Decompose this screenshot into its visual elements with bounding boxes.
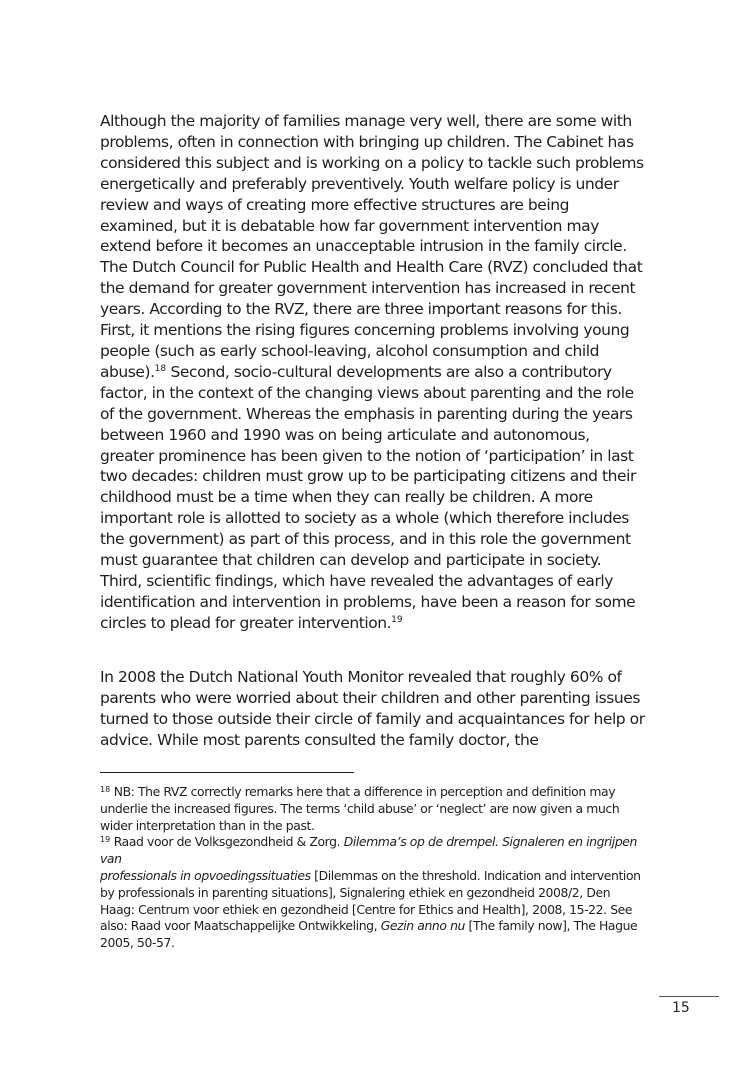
footnote-ref-18[interactable]: 18 [154, 363, 167, 374]
footnote-ref-19[interactable]: 19 [391, 614, 403, 625]
footnote-19-line-2 [100, 868, 645, 952]
footnote-19-text-c: [The family now], The Hague 2005, 50-57. [100, 918, 638, 951]
footnote-19-title-a: Dilemma’s op de drempel. Signaleren en ingrijpen van [100, 834, 637, 867]
footnote-separator [100, 772, 354, 773]
para-1-text-b: Second, socio-cultural developments are also a contributory factor, in the context of the changing views about parenting and the role of the government. Whereas the emphasis in parenting during the years between 1960 and 1990 was on being articulate and autonomous, greater prominence has been given to the notion of ‘participation’ in last two decades: children must grow up to be participating citizens and their childhood must be a time when they can really be children. A more important role is allotted to society as a whole (which therefore includes the government) as part of this process, and in this role the government must guarantee that children can develop and participate in society. Third, scientific findings, which have revealed the advantages of early identification and intervention in problems, have been a reason for some circles to plead for greater intervention. [100, 362, 636, 632]
page-number: 15 [672, 1000, 690, 1016]
footnote-19-text-a: Raad voor de Volksgezondheid & Zorg. [110, 834, 344, 850]
para-2-text: In 2008 the Dutch National Youth Monitor revealed that roughly 60% of parents who were worried about their children and other parenting issues turned to those outside their circle of family and acquaintances for help or advice. While most parents consulted the family doctor, the [100, 668, 645, 749]
para-1-text-a: Although the majority of families manage very well, there are some with problems, often in connection with bringing up children. The Cabinet has considered this subject and is working on a policy to tackle such problems energetically and preferably preventively. Youth welfare policy is under review and ways of creating more effective structures are being examined, but it is debatable how far government intervention may extend before it becomes an unacceptable intrusion in the family circle. The Dutch Council for Public Health and Health Care (RVZ) concluded that the demand for greater government intervention has increased in recent years. According to the RVZ, there are three important reasons for this. First, it mentions the rising figures concerning problems involving young people (such as early school-leaving, alcohol consumption and child abuse). [100, 112, 644, 381]
footnote-19-line-1 [100, 834, 645, 868]
body-paragraph-2 [100, 667, 645, 751]
footnotes [100, 784, 645, 952]
footnote-18 [100, 784, 645, 834]
body-paragraph-1 [100, 111, 645, 634]
footnote-19-text-b: [Dilemmas on the threshold. Indication and intervention by professionals in parenting situations], Signalering ethiek en gezondheid 2008/2, Den Haag: Centrum voor ethiek en gezondheid [Centre for Ethics and Health], 2008, 15-22. See also: Raad voor Maatschappelijke Ontwikkeling, [100, 867, 641, 934]
footnote-18-text: NB: The RVZ correctly remarks here that a difference in perception and definition may underlie the increased figures. The terms ‘child abuse’ or ‘neglect’ are now given a much wider interpretation than in the past. [100, 784, 620, 833]
footnote-number-18: 18 [100, 785, 111, 794]
page-number-rule [659, 996, 719, 997]
footnote-19-title-c: Gezin anno nu [380, 918, 466, 934]
footnote-number-19: 19 [100, 835, 111, 845]
footnote-19-title-b: professionals in opvoedingssituaties [100, 867, 311, 883]
